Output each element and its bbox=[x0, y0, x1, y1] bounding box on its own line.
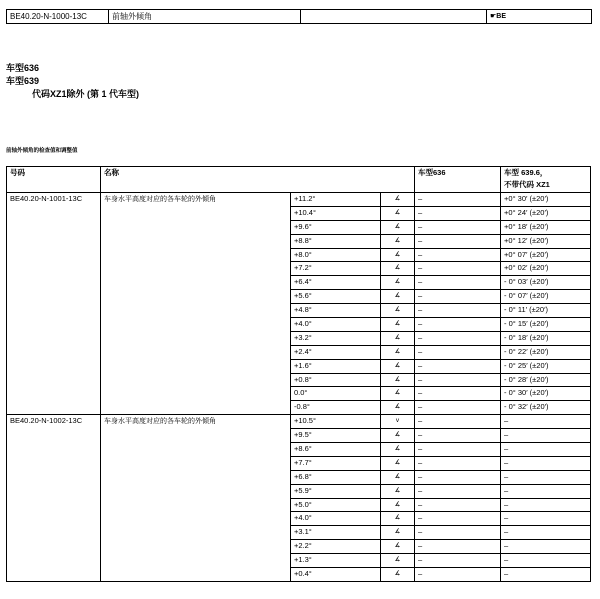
header-title: 前轴外倾角 bbox=[109, 10, 301, 23]
ride-height-value: -0.8° bbox=[291, 401, 381, 415]
ride-height-value: +7.2° bbox=[291, 262, 381, 276]
value-639: – bbox=[501, 526, 591, 540]
header-blank bbox=[301, 10, 487, 23]
value-636: – bbox=[415, 456, 501, 470]
camber-values-table bbox=[6, 166, 591, 582]
value-639: +0° 24′ (±20′) bbox=[501, 206, 591, 220]
ride-height-value: +5.6° bbox=[291, 290, 381, 304]
ride-height-value: +4.0° bbox=[291, 318, 381, 332]
value-636: – bbox=[415, 206, 501, 220]
value-636: – bbox=[415, 234, 501, 248]
header-doc-number: BE40.20-N-1000-13C bbox=[7, 10, 109, 23]
model-line-636: 车型636 bbox=[6, 63, 40, 73]
measure-symbol: ∡ bbox=[381, 262, 415, 276]
ride-height-value: +3.2° bbox=[291, 331, 381, 345]
model-scope bbox=[6, 62, 139, 101]
value-636: – bbox=[415, 470, 501, 484]
value-636: – bbox=[415, 429, 501, 443]
value-639: – bbox=[501, 443, 591, 457]
ride-height-value: +5.0° bbox=[291, 498, 381, 512]
col-header-model-639-line1: 车型 639.6， bbox=[504, 168, 548, 177]
table-row bbox=[7, 415, 591, 429]
ride-height-value: +3.1° bbox=[291, 526, 381, 540]
value-636: – bbox=[415, 443, 501, 457]
ride-height-value: +7.7° bbox=[291, 456, 381, 470]
value-639: +0° 18′ (±20′) bbox=[501, 220, 591, 234]
col-header-model-636: 车型636 bbox=[415, 167, 501, 193]
measure-symbol: ∡ bbox=[381, 318, 415, 332]
table-header-row bbox=[7, 167, 591, 193]
value-639: +0° 02′ (±20′) bbox=[501, 262, 591, 276]
measure-symbol: ∡ bbox=[381, 345, 415, 359]
value-639: - 0° 18′ (±20′) bbox=[501, 331, 591, 345]
model-line-639: 车型639 bbox=[6, 76, 40, 86]
col-header-name: 名称 bbox=[101, 167, 415, 193]
value-639: – bbox=[501, 568, 591, 582]
row-name: 车身水平高度对应的各车轮的外倾角 bbox=[101, 415, 291, 582]
ride-height-value: +5.9° bbox=[291, 484, 381, 498]
measure-symbol: ∡ bbox=[381, 331, 415, 345]
value-636: – bbox=[415, 498, 501, 512]
measure-symbol: ∡ bbox=[381, 304, 415, 318]
value-636: – bbox=[415, 359, 501, 373]
col-header-model-639-line2: 不带代码 XZ1 bbox=[504, 180, 550, 189]
measure-symbol: ∡ bbox=[381, 568, 415, 582]
ride-height-value: +9.6° bbox=[291, 220, 381, 234]
measure-symbol: ∡ bbox=[381, 443, 415, 457]
measure-symbol: ∡ bbox=[381, 540, 415, 554]
measure-symbol: ∡ bbox=[381, 484, 415, 498]
value-639: - 0° 25′ (±20′) bbox=[501, 359, 591, 373]
model-line-exclusion: 代码XZ1除外 (第 1 代车型) bbox=[32, 89, 140, 99]
ride-height-value: +9.5° bbox=[291, 429, 381, 443]
row-code: BE40.20-N-1001-13C bbox=[7, 193, 101, 415]
measure-symbol: ∡ bbox=[381, 206, 415, 220]
value-636: – bbox=[415, 276, 501, 290]
value-636: – bbox=[415, 220, 501, 234]
row-name: 车身水平高度对应的各车轮的外倾角 bbox=[101, 193, 291, 415]
value-639: +0° 30′ (±20′) bbox=[501, 193, 591, 207]
measure-symbol: ∡ bbox=[381, 193, 415, 207]
value-639: - 0° 07′ (±20′) bbox=[501, 290, 591, 304]
ride-height-value: +2.4° bbox=[291, 345, 381, 359]
value-636: – bbox=[415, 526, 501, 540]
value-639: - 0° 22′ (±20′) bbox=[501, 345, 591, 359]
value-636: – bbox=[415, 193, 501, 207]
value-639: - 0° 32′ (±20′) bbox=[501, 401, 591, 415]
measure-symbol: ∡ bbox=[381, 248, 415, 262]
table-row bbox=[7, 193, 591, 207]
value-639: – bbox=[501, 470, 591, 484]
ride-height-value: +11.2° bbox=[291, 193, 381, 207]
value-636: – bbox=[415, 540, 501, 554]
header-ref-link[interactable]: ☛BE bbox=[490, 13, 506, 20]
ride-height-value: +10.4° bbox=[291, 206, 381, 220]
value-639: – bbox=[501, 554, 591, 568]
value-636: – bbox=[415, 387, 501, 401]
ride-height-value: +4.8° bbox=[291, 304, 381, 318]
value-639: - 0° 30′ (±20′) bbox=[501, 387, 591, 401]
value-639: – bbox=[501, 484, 591, 498]
measure-symbol: v bbox=[381, 415, 415, 429]
value-639: – bbox=[501, 540, 591, 554]
value-639: - 0° 15′ (±20′) bbox=[501, 318, 591, 332]
value-636: – bbox=[415, 401, 501, 415]
ride-height-value: +6.4° bbox=[291, 276, 381, 290]
measure-symbol: ∡ bbox=[381, 290, 415, 304]
ride-height-value: +0.4° bbox=[291, 568, 381, 582]
value-639: – bbox=[501, 415, 591, 429]
value-639: - 0° 11′ (±20′) bbox=[501, 304, 591, 318]
value-636: – bbox=[415, 248, 501, 262]
measure-symbol: ∡ bbox=[381, 429, 415, 443]
ride-height-value: +10.5° bbox=[291, 415, 381, 429]
value-636: – bbox=[415, 373, 501, 387]
col-header-number: 号码 bbox=[7, 167, 101, 193]
measure-symbol: ∡ bbox=[381, 526, 415, 540]
ride-height-value: +0.8° bbox=[291, 373, 381, 387]
value-639: – bbox=[501, 512, 591, 526]
measure-symbol: ∡ bbox=[381, 387, 415, 401]
measure-symbol: ∡ bbox=[381, 498, 415, 512]
value-639: – bbox=[501, 498, 591, 512]
ride-height-value: +6.8° bbox=[291, 470, 381, 484]
value-636: – bbox=[415, 290, 501, 304]
measure-symbol: ∡ bbox=[381, 401, 415, 415]
value-636: – bbox=[415, 345, 501, 359]
row-code: BE40.20-N-1002-13C bbox=[7, 415, 101, 582]
value-639: – bbox=[501, 456, 591, 470]
value-636: – bbox=[415, 484, 501, 498]
table-body bbox=[7, 193, 591, 582]
ride-height-value: 0.0° bbox=[291, 387, 381, 401]
measure-symbol: ∡ bbox=[381, 220, 415, 234]
ride-height-value: +8.6° bbox=[291, 443, 381, 457]
measure-symbol: ∡ bbox=[381, 359, 415, 373]
ride-height-value: +4.0° bbox=[291, 512, 381, 526]
value-639: +0° 12′ (±20′) bbox=[501, 234, 591, 248]
value-639: - 0° 28′ (±20′) bbox=[501, 373, 591, 387]
value-636: – bbox=[415, 568, 501, 582]
value-636: – bbox=[415, 554, 501, 568]
col-header-model-639 bbox=[501, 167, 591, 193]
ride-height-value: +1.3° bbox=[291, 554, 381, 568]
value-639: - 0° 03′ (±20′) bbox=[501, 276, 591, 290]
measure-symbol: ∡ bbox=[381, 234, 415, 248]
measure-symbol: ∡ bbox=[381, 470, 415, 484]
measure-symbol: ∡ bbox=[381, 512, 415, 526]
measure-symbol: ∡ bbox=[381, 373, 415, 387]
measure-symbol: ∡ bbox=[381, 554, 415, 568]
value-636: – bbox=[415, 331, 501, 345]
value-636: – bbox=[415, 415, 501, 429]
value-636: – bbox=[415, 262, 501, 276]
value-636: – bbox=[415, 304, 501, 318]
value-639: +0° 07′ (±20′) bbox=[501, 248, 591, 262]
value-639: – bbox=[501, 429, 591, 443]
ride-height-value: +2.2° bbox=[291, 540, 381, 554]
value-636: – bbox=[415, 512, 501, 526]
document-header bbox=[6, 9, 592, 24]
measure-symbol: ∡ bbox=[381, 276, 415, 290]
ride-height-value: +8.0° bbox=[291, 248, 381, 262]
ride-height-value: +8.8° bbox=[291, 234, 381, 248]
measure-symbol: ∡ bbox=[381, 456, 415, 470]
value-636: – bbox=[415, 318, 501, 332]
ride-height-value: +1.6° bbox=[291, 359, 381, 373]
section-title: 前轴外倾角的检查值和调整值 bbox=[6, 148, 78, 154]
